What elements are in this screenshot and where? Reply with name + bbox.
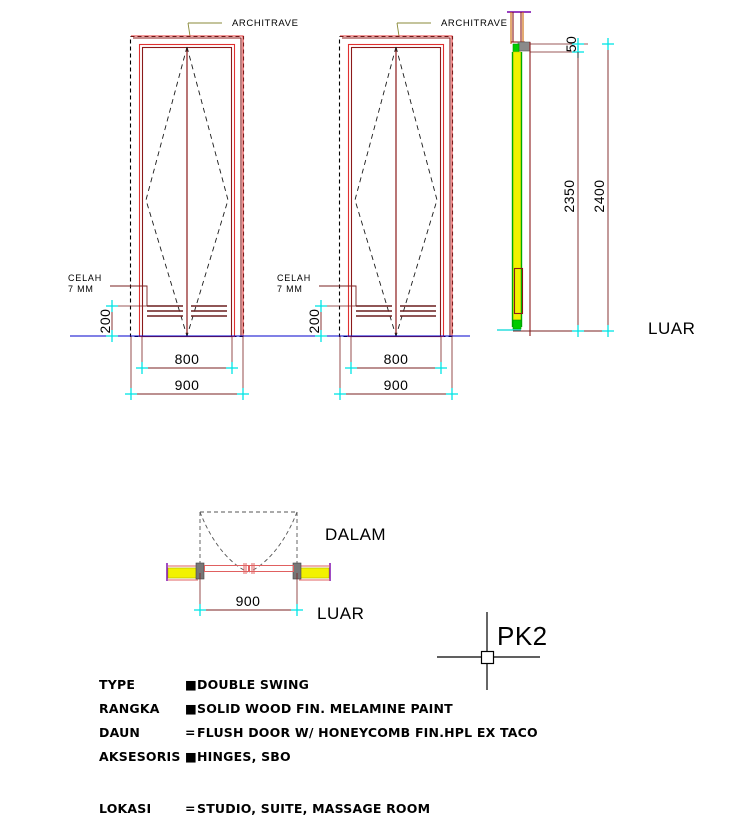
celah-label-left-line2: 7 MM: [68, 284, 94, 294]
plan-inside-label: DALAM: [325, 525, 387, 544]
plan-wall-left: [168, 568, 198, 578]
spec-val-lokasi: STUDIO, SUITE, MASSAGE ROOM: [197, 801, 431, 816]
door-elevation-left: [68, 18, 300, 400]
spec-row-rangka: [99, 701, 453, 716]
plan-swing-arc-right: [249, 512, 297, 572]
swing-indicator-left-leaf: [146, 47, 187, 336]
plan-dim-900-label: 900: [235, 593, 261, 609]
spec-val-type: DOUBLE SWING: [197, 677, 310, 692]
dim-50-label: 50: [563, 35, 579, 53]
spec-sep-aksesoris: ■: [185, 749, 198, 764]
section-side-label: LUAR: [648, 319, 696, 338]
dim-2400-label: 2400: [591, 179, 607, 213]
door-elevation-right: [277, 18, 508, 400]
dim-2350-ticks: [572, 325, 584, 337]
celah-leader-right: [319, 286, 356, 306]
architrave-label-right: ARCHITRAVE: [441, 18, 508, 29]
swing-indicator-right-left-leaf: [355, 47, 396, 336]
swing-indicator-right-right-leaf: [396, 47, 437, 336]
spec-row-daun: [99, 725, 538, 740]
dim-200-label-right: 200: [306, 308, 322, 334]
architrave-leader-kink-left: [188, 23, 190, 36]
plan-swing-arc-left: [200, 512, 248, 572]
spec-key-aksesoris: AKSESORIS: [99, 749, 181, 764]
spec-val-aksesoris: HINGES, SBO: [197, 749, 291, 764]
spec-table: [99, 677, 538, 816]
spec-sep-lokasi: =: [185, 801, 196, 816]
dim-800-label-right: 800: [383, 351, 409, 367]
spec-sep-type: ■: [185, 677, 198, 692]
swing-indicator-right-leaf: [187, 47, 228, 336]
celah-label-left-line1: CELAH: [68, 273, 103, 283]
celah-label-right-line1: CELAH: [277, 273, 312, 283]
architrave-label-left: ARCHITRAVE: [232, 18, 299, 29]
spec-key-lokasi: LOKASI: [99, 801, 152, 816]
plan-outside-label: LUAR: [317, 604, 365, 623]
door-plan: [167, 512, 386, 623]
dim-800-label-left: 800: [174, 351, 200, 367]
spec-sep-daun: =: [185, 725, 196, 740]
plan-wall-right: [299, 568, 329, 578]
section-threshold-green: [513, 320, 521, 329]
spec-sep-rangka: ■: [185, 701, 198, 716]
section-head-green: [513, 44, 519, 52]
dim-900-label-left: 900: [174, 377, 200, 393]
door-section: [497, 12, 695, 338]
spec-key-rangka: RANGKA: [99, 701, 160, 716]
spec-val-rangka: SOLID WOOD FIN. MELAMINE PAINT: [197, 701, 453, 716]
dim-200-label-left: 200: [97, 308, 113, 334]
spec-row-lokasi: [99, 801, 430, 816]
tag-center-box: [482, 652, 494, 664]
dim-2350-label: 2350: [561, 179, 577, 213]
architrave-leader-kink-right: [397, 23, 399, 36]
spec-key-daun: DAUN: [99, 725, 141, 740]
tag-label: PK2: [497, 621, 548, 651]
celah-label-right-line2: 7 MM: [277, 284, 303, 294]
section-head-block: [518, 42, 530, 51]
dim-900-label-right: 900: [383, 377, 409, 393]
spec-val-daun: FLUSH DOOR W/ HONEYCOMB FIN.HPL EX TACO: [197, 725, 538, 740]
spec-key-type: TYPE: [99, 677, 136, 692]
door-tag-pk2: [437, 612, 548, 690]
spec-row-type: [99, 677, 309, 692]
celah-leader-left: [110, 286, 147, 306]
spec-row-aksesoris: [99, 749, 291, 764]
